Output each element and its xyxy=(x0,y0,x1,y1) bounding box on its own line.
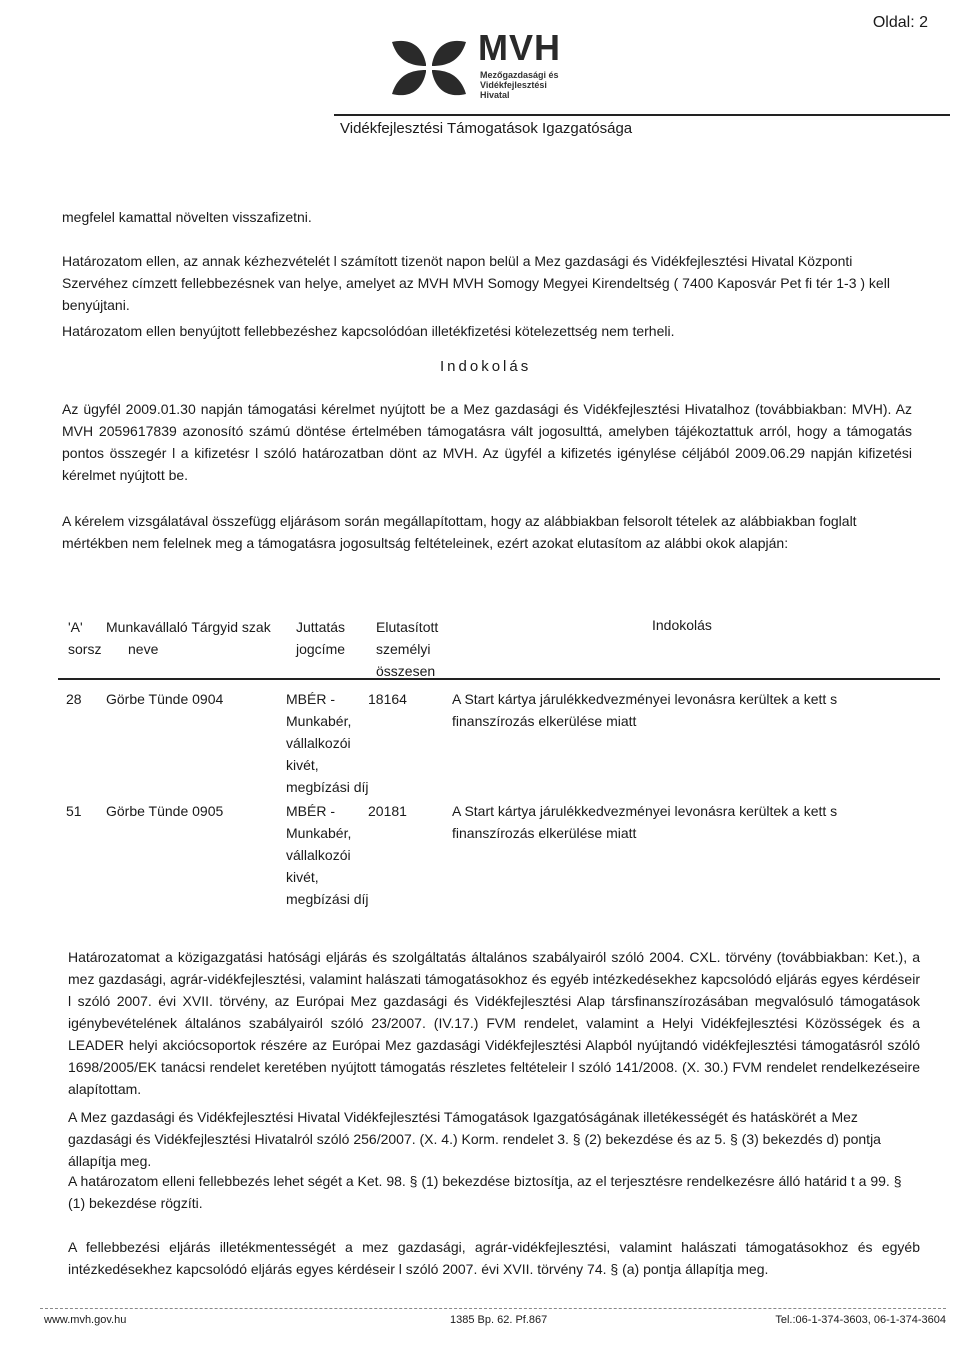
logo-subtitle-line-1: Mezőgazdasági és xyxy=(480,70,559,80)
footer-website: www.mvh.gov.hu xyxy=(44,1314,127,1326)
logo-acronym: MVH xyxy=(478,27,561,68)
logo-subtitle-line-2: Vidékfejlesztési xyxy=(480,80,547,90)
footer-phone: Tel.:06-1-374-3603, 06-1-374-3604 xyxy=(775,1314,946,1326)
row-employee: Görbe Tünde 0905 xyxy=(106,803,224,819)
header-rule xyxy=(334,114,950,116)
table-header-employee: Munkavállaló Tárgyid szak neve xyxy=(106,619,271,657)
table-header-benefit: Juttatás jogcíme xyxy=(296,619,346,657)
table-header-reason: Indokolás xyxy=(652,617,712,633)
section-heading-justification: Indokolás xyxy=(440,358,532,375)
row-number: 51 xyxy=(66,803,82,819)
mvh-logo xyxy=(388,28,588,110)
page-number: Oldal: 2 xyxy=(872,14,928,31)
paragraph-appeal-right: A határozatom elleni fellebbezés lehet ségét a Ket. 98. § (1) bekezdése biztosítja, az el terjesztésre rendelkezésre álló határid t a 99. § (1) bekezdése rögzíti. xyxy=(68,1173,902,1211)
row-amount: 18164 xyxy=(368,691,407,707)
paragraph-appeal: Határozatom ellen, az annak kézhezvételét l számított tizenöt napon belül a Mez gazdasági és Vidékfejlesztési Hivatal Központi Szervéhez címzett fellebbezésnek van helye, amelyet az MVH MVH Somogy Megyei Kirendeltség ( 7400 Kaposvár Pet fi tér 1-3 ) kell benyújtani. xyxy=(62,253,890,313)
paragraph-competence: A Mez gazdasági és Vidékfejlesztési Hivatal Vidékfejlesztési Támogatások Igazgatóságának illetékességét és hatáskörét a Mez gazdasági és Vidékfejlesztési Hivatalról szóló 256/2007. (X. 4.) Korm. rendelet 3. § (2) bekezdése és az 5. § (3) bekezdés d) pontja állapítja meg. xyxy=(68,1109,881,1169)
mvh-logo-mark xyxy=(388,36,470,100)
directorate-title: Vidékfejlesztési Támogatások Igazgatósága xyxy=(340,120,633,137)
table-header-rejected: Elutasított személyi összesen xyxy=(376,619,439,679)
footer-rule xyxy=(40,1308,946,1309)
row-benefit: MBÉR - Munkabér, vállalkozói kivét, megbízási díj xyxy=(286,803,369,907)
row-benefit: MBÉR - Munkabér, vállalkozói kivét, megbízási díj xyxy=(286,691,369,795)
logo-subtitle xyxy=(480,70,559,100)
row-reason: A Start kártya járulékkedvezményei levonásra kerültek a kett s finanszírozás elkerülése miatt xyxy=(452,803,838,841)
row-employee: Görbe Tünde 0904 xyxy=(106,691,224,707)
footer-address: 1385 Bp. 62. Pf.867 xyxy=(450,1314,548,1326)
paragraph-fee: Határozatom ellen benyújtott fellebbezéshez kapcsolódóan illetékfizetési kötelezettség nem terheli. xyxy=(62,323,675,339)
paragraph-legal-basis: Határozatomat a közigazgatási hatósági eljárás és szolgáltatás általános szabályairól szóló 2004. CXL. törvény (továbbiakban: Ket.), a mez gazdasági, agrár-vidékfejlesztési, valamint halászati támogatásokhoz és egyéb intézkedésekhez kapcsolódó eljárás egyes kérdéseir l szóló 2007. évi XVII. törvény, az Európai Mez gazdasági és Vidékfejlesztési Alap társfinanszírozásában megvalósuló támogatások igénybevételének általános szabályairól szóló 23/2007. (IV.17.) FVM rendelet, valamint a Helyi Vidékfejlesztési Közösségek és a LEADER helyi akciócsoportok részére az Európai Mez gazdasági Vidékfejlesztési Alapból nyújtandó vidékfejlesztési támogatásról szóló 1698/2005/EK tanácsi rendelet keretében nyújtott támogatás részletes feltételeir l szóló 141/2008. (X. 30.) FVM rendelet rendelkezéseire alapítottam. xyxy=(68,949,920,1097)
row-number: 28 xyxy=(66,691,82,707)
paragraph-fee-exemption: A fellebbezési eljárás illetékmentességét a mez gazdasági, agrár-vidékfejlesztési, valamint halászati támogatásokhoz és egyéb intézkedésekhez kapcsolódó eljárás egyes kérdéseir l szóló 2007. évi XVII. törvény 74. § (a) pontja állapítja meg. xyxy=(68,1239,920,1277)
row-reason: A Start kártya járulékkedvezményei levonásra kerültek a kett s finanszírozás elkerülése miatt xyxy=(452,691,838,729)
table-header-sorsz: 'A' sorsz xyxy=(68,619,102,657)
paragraph-background: Az ügyfél 2009.01.30 napján támogatási kérelmet nyújtott be a Mez gazdasági és Vidékfejlesztési Hivatalhoz (továbbiakban: MVH). Az MVH 2059617839 azonosító számú döntése értelmében támogatásra vált jogosulttá, amelyben tájékoztattuk arról, hogy a támogatás pontos összegér l a kifizetésr l szóló határozatban dönt az MVH. Az ügyfél a kifizetés igénylése céljából 2009.06.29 napján kifizetési kérelmet nyújtott be. xyxy=(62,401,912,483)
paragraph-findings: A kérelem vizsgálatával összefügg eljárásom során megállapítottam, hogy az alábbiakban felsorolt tételek az alábbiakban foglalt mértékben nem felelnek meg a támogatásra jogosultság feltételeinek, ezért azokat elutasítom az alábbi okok alapján: xyxy=(62,513,857,551)
paragraph-repayment: megfelel kamattal növelten visszafizetni. xyxy=(62,209,312,225)
row-amount: 20181 xyxy=(368,803,407,819)
logo-subtitle-line-3: Hivatal xyxy=(480,90,510,100)
table-header-rule xyxy=(58,678,940,680)
